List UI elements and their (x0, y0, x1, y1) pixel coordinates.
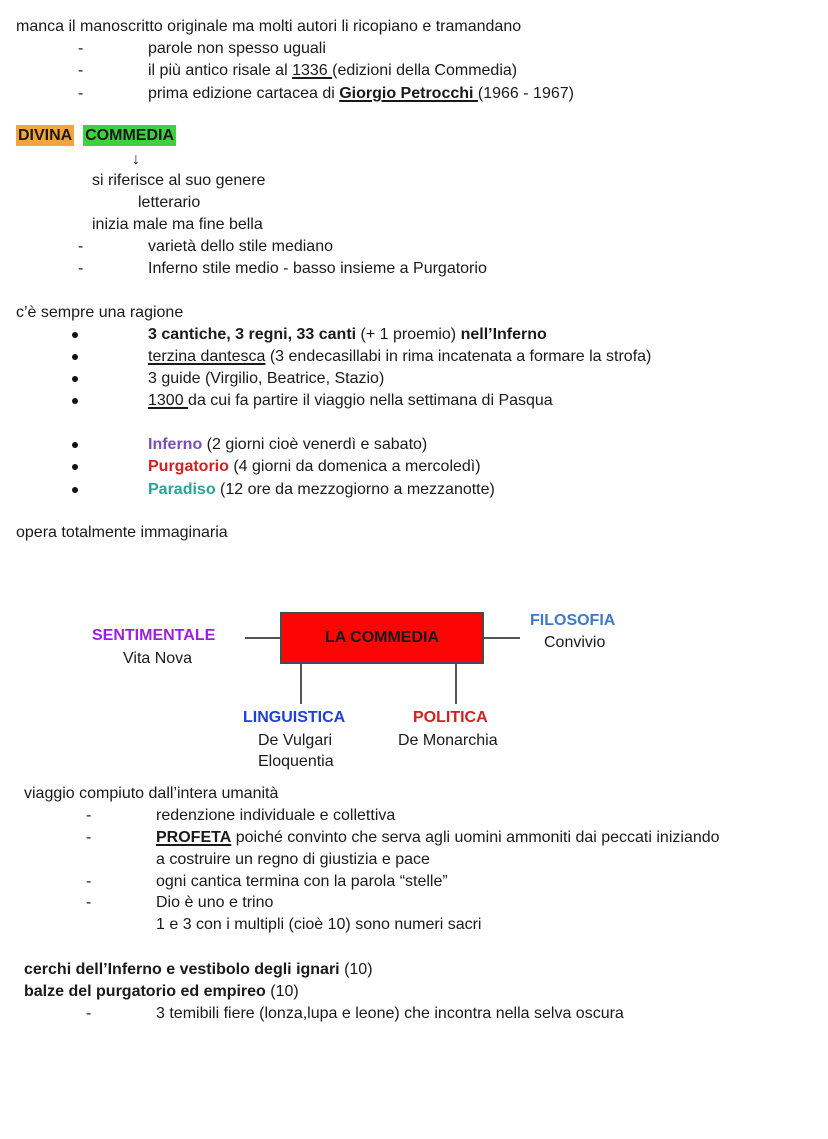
bullet-dot (72, 332, 78, 338)
journey-heading: viaggio compiuto dall’intera umanità (24, 785, 279, 802)
de-monarchia-label: De Monarchia (398, 732, 498, 749)
numbers-line-1: cerchi dell’Inferno e vestibolo degli ignari (10) (24, 961, 373, 978)
genre-line: si riferisce al suo genere (92, 172, 266, 189)
reason-bullet-1: 3 cantiche, 3 regni, 33 canti (+ 1 proemio) nell’Inferno (148, 326, 547, 343)
bullet-dot (72, 354, 78, 360)
dash-marker: - (78, 238, 84, 255)
start-end-line: inizia male ma fine bella (92, 216, 263, 233)
divina-commedia-heading (16, 126, 176, 146)
dash-marker: - (86, 1005, 92, 1022)
dash-marker: - (78, 260, 84, 277)
sentimentale-title: SENTIMENTALE (92, 627, 216, 644)
journey-item-1: redenzione individuale e collettiva (156, 807, 396, 824)
dash-marker: - (86, 829, 92, 846)
linguistica-title: LINGUISTICA (243, 709, 346, 726)
commedia-highlight: COMMEDIA (85, 127, 175, 144)
connector-bottom-left (300, 664, 302, 704)
paradiso-bullet: Paradiso (12 ore da mezzogiorno a mezzanotte) (148, 481, 495, 498)
convivio-label: Convivio (544, 634, 606, 651)
bullet-dot (72, 464, 78, 470)
eloquentia-label: Eloquentia (258, 753, 334, 770)
journey-item-4-cont: 1 e 3 con i multipli (cioè 10) sono numeri sacri (156, 916, 482, 933)
connector-right (484, 637, 520, 639)
journey-item-3: ogni cantica termina con la parola “stelle” (156, 873, 448, 890)
down-arrow: ↓ (132, 151, 140, 168)
dash-marker: - (86, 807, 92, 824)
filosofia-title: FILOSOFIA (530, 612, 616, 629)
style-item-2: Inferno stile medio - basso insieme a Purgatorio (148, 260, 487, 277)
politica-title: POLITICA (413, 709, 488, 726)
la-commedia-label: LA COMMEDIA (324, 629, 440, 646)
intro-line: manca il manoscritto originale ma molti autori li ricopiano e tramandano (16, 18, 522, 35)
journey-item-2: PROFETA poiché convinto che serva agli uomini ammoniti dai peccati iniziando (156, 829, 720, 846)
journey-item-4: Dio è uno e trino (156, 894, 274, 911)
purgatorio-bullet: Purgatorio (4 giorni da domenica a mercoledì) (148, 458, 481, 475)
de-vulgari-label: De Vulgari (258, 732, 333, 749)
reason-bullet-3: 3 guide (Virgilio, Beatrice, Stazio) (148, 370, 385, 387)
reason-heading: c’è sempre una ragione (16, 304, 184, 321)
dash-marker: - (78, 85, 84, 102)
reason-bullet-4: 1300 da cui fa partire il viaggio nella settimana di Pasqua (148, 392, 553, 409)
bullet-dot (72, 487, 78, 493)
connector-left (245, 637, 281, 639)
intro-item-2: il più antico risale al 1336 (edizioni della Commedia) (148, 62, 518, 79)
dash-marker: - (78, 40, 84, 57)
inferno-bullet: Inferno (2 giorni cioè venerdì e sabato) (148, 436, 428, 453)
divina-highlight: DIVINA (18, 127, 73, 144)
style-item-1: varietà dello stile mediano (148, 238, 333, 255)
vita-nova-label: Vita Nova (123, 650, 193, 667)
bullet-dot (72, 398, 78, 404)
intro-item-1: parole non spesso uguali (148, 40, 326, 57)
genre-line-2: letterario (138, 194, 201, 211)
bullet-dot (72, 376, 78, 382)
opera-line: opera totalmente immaginaria (16, 524, 228, 541)
intro-item-3: prima edizione cartacea di Giorgio Petrocchi (1966 - 1967) (148, 85, 574, 102)
la-commedia-box (280, 612, 484, 664)
dash-marker: - (78, 62, 84, 79)
dash-marker: - (86, 894, 92, 911)
journey-item-2-cont: a costruire un regno di giustizia e pace (156, 851, 430, 868)
numbers-item-1: 3 temibili fiere (lonza,lupa e leone) che incontra nella selva oscura (156, 1005, 624, 1022)
connector-bottom-right (455, 664, 457, 704)
dash-marker: - (86, 873, 92, 890)
bullet-dot (72, 442, 78, 448)
reason-bullet-2: terzina dantesca (3 endecasillabi in rima incatenata a formare la strofa) (148, 348, 652, 365)
numbers-line-2: balze del purgatorio ed empireo (10) (24, 983, 299, 1000)
